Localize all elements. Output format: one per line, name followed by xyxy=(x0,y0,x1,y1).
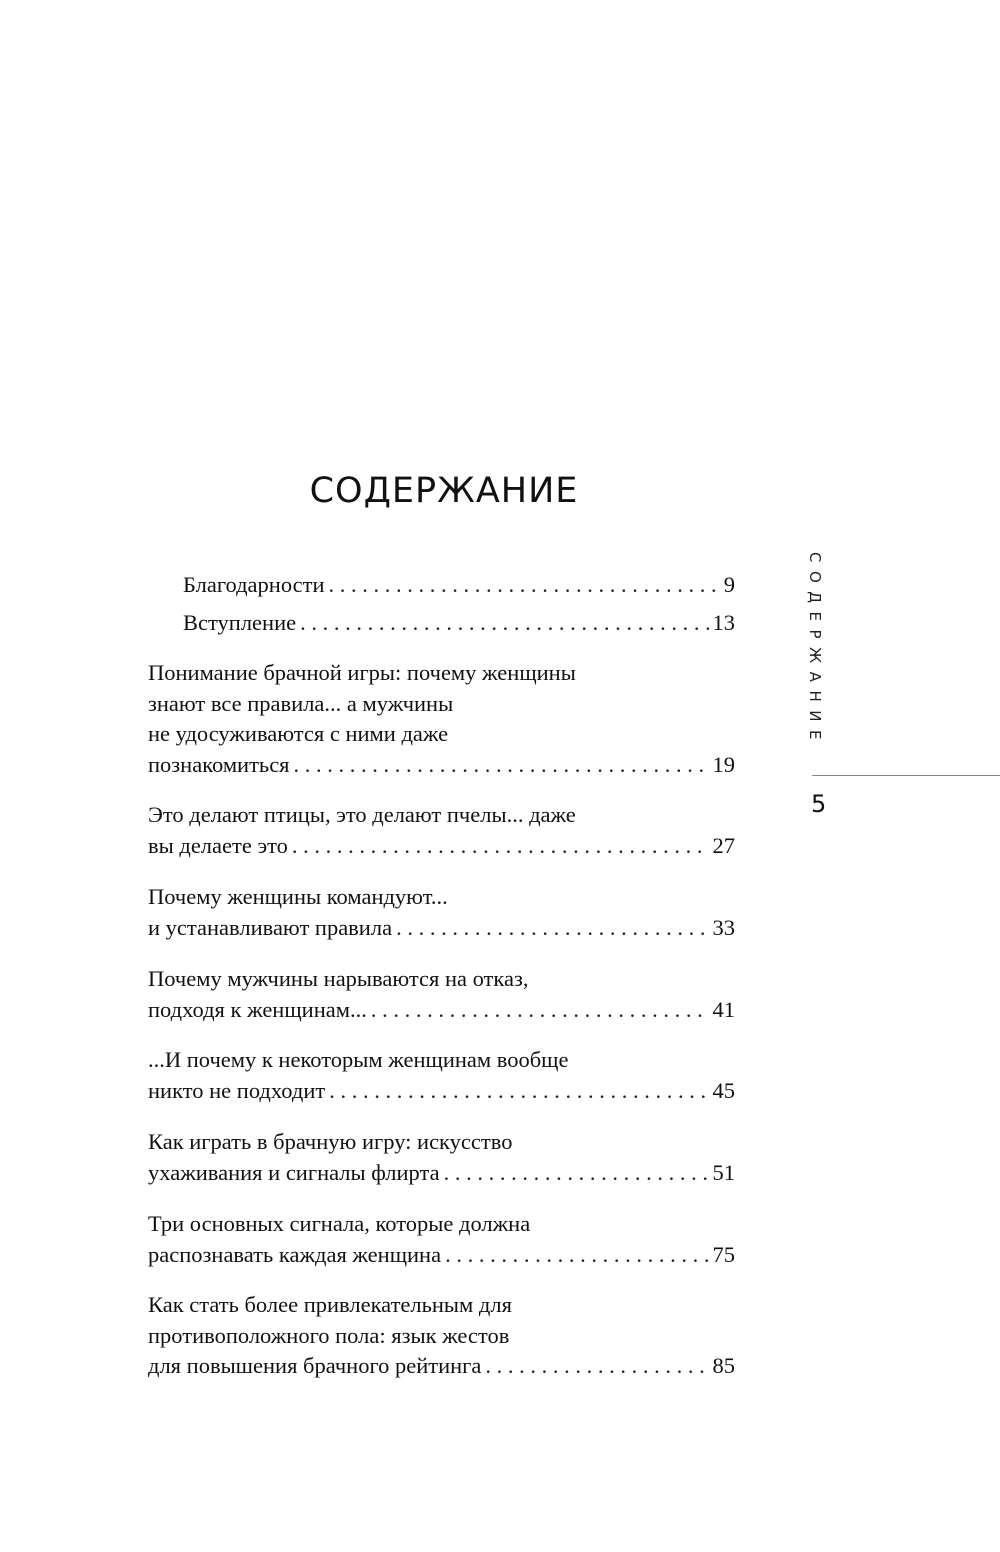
toc-entry-page: 85 xyxy=(712,1353,735,1379)
dot-leader xyxy=(445,1240,708,1271)
toc-entry-text: подходя к женщинам... xyxy=(148,996,367,1022)
toc-entry[interactable] xyxy=(148,882,735,943)
toc-entry[interactable] xyxy=(148,1209,735,1270)
page-title: СОДЕРЖАНИЕ xyxy=(309,471,579,512)
toc-entry-text: никто не подходит xyxy=(148,1077,326,1103)
toc-entry-text: Понимание брачной игры: почему женщины xyxy=(148,660,576,685)
toc-entry-page: 41 xyxy=(712,996,735,1022)
dot-leader xyxy=(396,913,708,944)
toc-entry-text: знают все правила... а мужчины xyxy=(148,690,454,716)
running-head-rule xyxy=(812,775,1000,776)
toc-entry-text: Это делают птицы, это делают пчелы... даже xyxy=(148,802,576,827)
toc-entry-page: 13 xyxy=(712,610,735,635)
dot-leader xyxy=(444,1158,709,1189)
toc-entry-text: ...И почему к некоторым женщинам вообще xyxy=(148,1047,569,1072)
toc-entry-text: Благодарности xyxy=(183,572,325,597)
running-head xyxy=(806,552,836,762)
toc-entry-text: для повышения брачного рейтинга xyxy=(148,1353,482,1379)
toc-entry-page: 45 xyxy=(712,1077,735,1103)
toc-entry-page: 19 xyxy=(712,752,735,778)
toc-entry-text: Как стать более привлекательным для xyxy=(148,1292,512,1317)
toc-entry[interactable] xyxy=(148,964,735,1025)
page-number: 5 xyxy=(811,790,827,818)
toc-entry-text: Почему женщины командуют... xyxy=(148,884,448,909)
toc-entry-text: вы делаете это xyxy=(148,832,288,858)
dot-leader xyxy=(485,1351,708,1382)
toc-entry[interactable] xyxy=(148,658,735,781)
running-head-text: СОДЕРЖАНИЕ xyxy=(806,552,824,748)
toc-entry-text: Вступление xyxy=(183,610,297,635)
toc-entry-page: 9 xyxy=(723,572,735,597)
dot-leader xyxy=(292,831,709,862)
toc-entry[interactable] xyxy=(183,570,735,601)
dot-leader xyxy=(300,608,708,639)
toc-entry-page: 75 xyxy=(712,1241,735,1267)
dot-leader xyxy=(329,1076,708,1107)
toc-entry[interactable] xyxy=(148,1290,735,1382)
toc-entry-text: распознавать каждая женщина xyxy=(148,1241,442,1267)
dot-leader xyxy=(329,570,720,601)
toc-entry-page: 33 xyxy=(712,914,735,940)
toc-entry-text: Три основных сигнала, которые должна xyxy=(148,1211,531,1236)
toc-entry[interactable] xyxy=(183,608,735,639)
toc-entry-text: ухаживания и сигналы флирта xyxy=(148,1159,440,1185)
toc-entry[interactable] xyxy=(148,1045,735,1106)
toc-entry[interactable] xyxy=(148,800,735,861)
dot-leader xyxy=(371,995,709,1026)
toc-entry-page: 27 xyxy=(712,832,735,858)
toc-entry-text: не удосуживаются с ними даже xyxy=(148,721,449,747)
toc-entry-text: Почему мужчины нарываются на отказ, xyxy=(148,966,529,991)
toc-entry-text: и устанавливают правила xyxy=(148,914,393,940)
dot-leader xyxy=(294,750,709,781)
toc-entry-text: Как играть в брачную игру: искусство xyxy=(148,1129,513,1154)
toc-entry-text: познакомиться xyxy=(148,752,290,778)
toc-entry-text: противоположного пола: язык жестов xyxy=(148,1322,510,1348)
toc-entry-page: 51 xyxy=(712,1159,735,1185)
toc-entry[interactable] xyxy=(148,1127,735,1188)
